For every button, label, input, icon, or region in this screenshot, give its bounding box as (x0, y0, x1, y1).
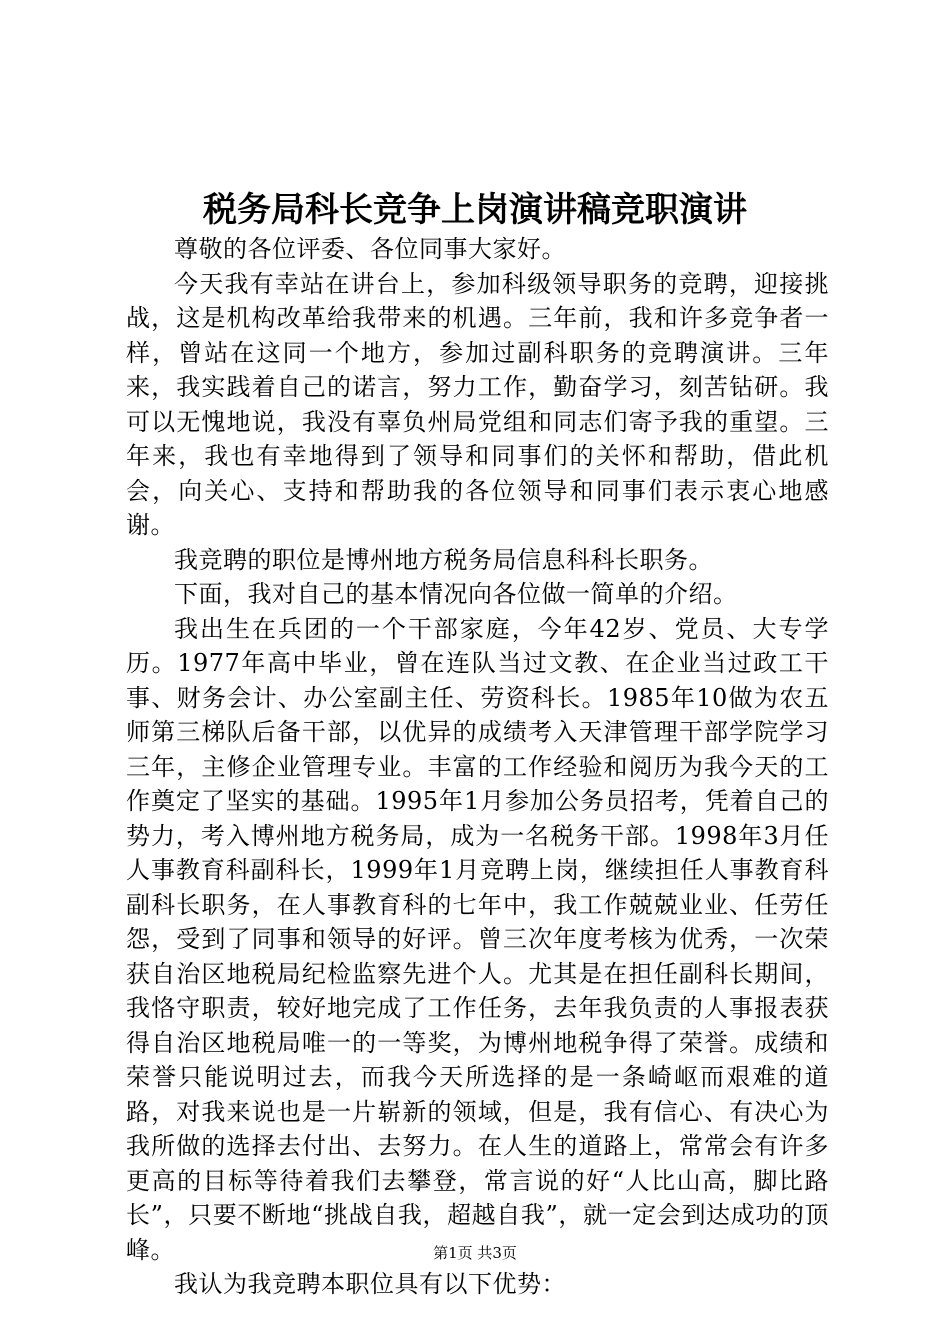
paragraph-opening: 今天我有幸站在讲台上，参加科级领导职务的竞聘，迎接挑战，这是机构改革给我带来的机遇。三年前，我和许多竞争者一样，曾站在这同一个地方，参加过副科职务的竞聘演讲。三年来，我实践着自己的诺言，努力工作，勤奋学习，刻苦钻研。我可以无愧地说，我没有辜负州局党组和同志们寄予我的重望。三年来，我也有幸地得到了领导和同事们的关怀和帮助，借此机会，向关心、支持和帮助我的各位领导和同事们表示衷心地感谢。 (126, 269, 829, 539)
paragraph-position: 我竞聘的职位是博州地方税务局信息科科长职务。 (174, 545, 713, 574)
document-title: 税务局科长竞争上岗演讲稿竞职演讲 (203, 190, 747, 230)
paragraph-background: 我出生在兵团的一个干部家庭，今年42岁、党员、大专学历。1977年高中毕业，曾在连队当过文教、在企业当过政工干事、财务会计、办公室副主任、劳资科长。1985年10做为农五师第三梯队后备干部，以优异的成绩考入天津管理干部学院学习三年，主修企业管理专业。丰富的工作经验和阅历为我今天的工作奠定了坚实的基础。1995年1月参加公务员招考，凭着自己的势力，考入博州地方税务局，成为一名税务干部。1998年3月任人事教育科副科长，1999年1月竞聘上岗，继续担任人事教育科副科长职务，在人事教育科的七年中，我工作兢兢业业、任劳任怨，受到了同事和领导的好评。曾三次年度考核为优秀，一次荣获自治区地税局纪检监察先进个人。尤其是在担任副科长期间，我恪守职责，较好地完成了工作任务，去年我负责的人事报表获得自治区地税局唯一的一等奖，为博州地税争得了荣誉。成绩和荣誉只能说明过去，而我今天所选择的是一条崎岖而艰难的道路，对我来说也是一片崭新的领域，但是，我有信心、有决心为我所做的选择去付出、去努力。在人生的道路上，常常会有许多更高的目标等待着我们去攀登，常言说的好“人比山高，脚比路长”，只要不断地“挑战自我，超越自我”，就一定会到达成功的顶峰。 (126, 614, 829, 1264)
paragraph-intro: 下面，我对自己的基本情况向各位做一简单的介绍。 (174, 580, 738, 608)
page-number-footer: 第1页 共3页 (433, 1244, 517, 1262)
document-body (126, 232, 829, 1302)
paragraph-greeting: 尊敬的各位评委、各位同事大家好。 (174, 235, 566, 263)
paragraph-advantages: 我认为我竞聘本职位具有以下优势： (174, 1270, 566, 1298)
